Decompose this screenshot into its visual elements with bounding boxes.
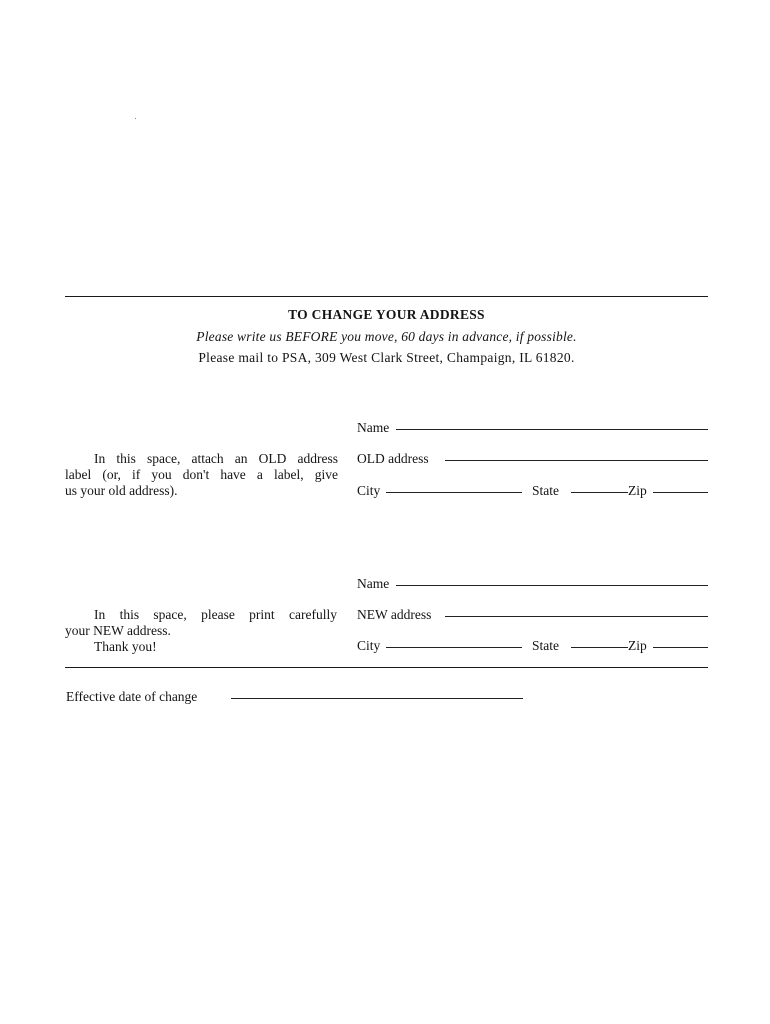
new-city-label: City xyxy=(357,638,381,653)
new-instructions-line3: Thank you! xyxy=(94,639,157,654)
new-instructions-line1: In this space, please print carefully xyxy=(94,607,337,622)
old-address-label: OLD address xyxy=(357,451,429,466)
new-zip-label: Zip xyxy=(628,638,647,653)
old-zip-field[interactable] xyxy=(653,492,708,493)
old-address-instructions xyxy=(65,451,338,499)
mailing-address: Please mail to PSA, 309 West Clark Street, Champaign, IL 61820. xyxy=(198,350,575,365)
new-name-field[interactable] xyxy=(396,585,708,586)
bottom-divider xyxy=(65,667,708,668)
new-city-field[interactable] xyxy=(386,647,522,648)
scan-speck xyxy=(135,118,136,119)
old-zip-label: Zip xyxy=(628,483,647,498)
old-name-label: Name xyxy=(357,420,390,435)
effective-date-field[interactable] xyxy=(231,698,523,699)
new-zip-field[interactable] xyxy=(653,647,708,648)
old-state-label: State xyxy=(532,483,559,498)
new-state-field[interactable] xyxy=(571,647,628,648)
effective-date-label: Effective date of change xyxy=(66,689,198,704)
old-instructions-line1: In this space, attach an OLD address xyxy=(94,451,338,466)
new-address-instructions xyxy=(65,607,337,655)
old-city-label: City xyxy=(357,483,381,498)
old-instructions-line2: label (or, if you don't have a label, give xyxy=(65,467,338,482)
new-instructions-line2: your NEW address. xyxy=(65,623,171,638)
new-address-label: NEW address xyxy=(357,607,432,622)
form-title: TO CHANGE YOUR ADDRESS xyxy=(288,307,485,322)
old-instructions-line3: us your old address). xyxy=(65,483,178,498)
old-city-field[interactable] xyxy=(386,492,522,493)
new-address-field[interactable] xyxy=(445,616,708,617)
new-name-label: Name xyxy=(357,576,390,591)
new-state-label: State xyxy=(532,638,559,653)
top-divider xyxy=(65,296,708,297)
old-address-field[interactable] xyxy=(445,460,708,461)
old-state-field[interactable] xyxy=(571,492,628,493)
advance-notice: Please write us BEFORE you move, 60 days in advance, if possible. xyxy=(196,329,577,344)
old-name-field[interactable] xyxy=(396,429,708,430)
